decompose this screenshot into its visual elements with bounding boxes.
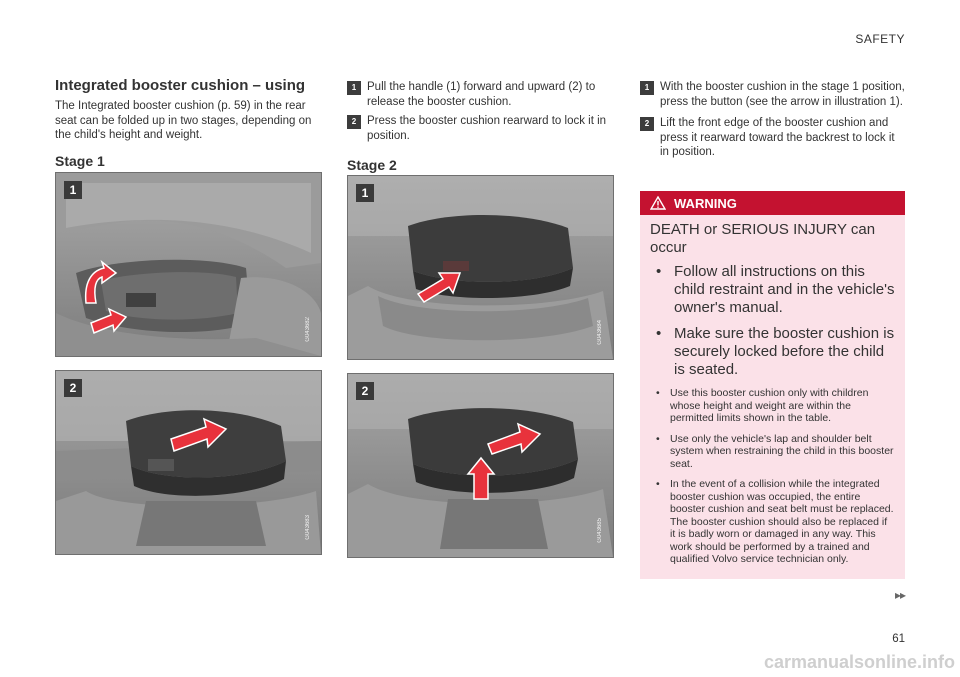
illustration-code: G043684 [597, 320, 603, 345]
stage1-steps [347, 80, 613, 143]
page-number: 61 [892, 633, 905, 645]
warning-item: • Use this booster cushion only with children whose height and weight are within the permitted limits shown in the table. [656, 387, 869, 424]
step-number: 1 [640, 81, 654, 95]
step-1 [347, 80, 613, 109]
stage2-steps [640, 80, 906, 160]
illustration-badge: 2 [64, 379, 82, 397]
intro-text: The Integrated booster cushion (p. 59) in the rear seat can be folded up in two stages, depending on the child's height and weight. [55, 100, 312, 141]
warning-item: • Use only the vehicle's lap and shoulder belt system when restraining the child in this booster seat. [656, 432, 894, 470]
continued-mark: ▸▸ [894, 588, 905, 602]
stage-2-label: Stage 2 [347, 157, 397, 173]
seat-illustration [56, 173, 321, 356]
illustration-code: G043685 [597, 518, 603, 543]
illustration-badge: 2 [356, 382, 374, 400]
step-text: Lift the front edge of the booster cushion and press it rearward toward the backrest to lock it in position. [660, 117, 895, 158]
stage2-illustration-2 [347, 373, 614, 558]
step-text: With the booster cushion in the stage 1 position, press the button (see the arrow in illustration 1). [660, 81, 905, 108]
warning-body [640, 215, 905, 566]
warning-title: WARNING [674, 195, 737, 211]
warning-item: • Make sure the booster cushion is securely locked before the child is seated. [656, 325, 895, 378]
seat-illustration [56, 371, 321, 554]
seat-illustration [348, 176, 613, 359]
step-text: Press the booster cushion rearward to lock it in position. [367, 115, 607, 142]
illustration-badge: 1 [64, 181, 82, 199]
illustration-code: G043682 [305, 317, 311, 342]
stage2-illustration-1 [347, 175, 614, 360]
illustration-badge: 1 [356, 184, 374, 202]
warning-item: • Follow all instructions on this child restraint and in the vehicle's owner's manual. [656, 263, 895, 316]
warning-box [640, 191, 905, 579]
warning-lead: DEATH or SERIOUS INJURY can occur [650, 221, 876, 256]
stage1-illustration-1 [55, 172, 322, 357]
seat-illustration [348, 374, 613, 557]
warning-triangle-icon [650, 196, 666, 210]
step-2 [347, 114, 613, 143]
illustration-code: G043683 [305, 515, 311, 540]
stage1-illustration-2 [55, 370, 322, 555]
section-header: SAFETY [855, 32, 905, 46]
step-number: 2 [347, 115, 361, 129]
step-text: Pull the handle (1) forward and upward (2) to release the booster cushion. [367, 81, 596, 108]
step-2 [640, 116, 906, 160]
step-number: 1 [347, 81, 361, 95]
page-title: Integrated booster cushion – using [55, 77, 306, 94]
watermark: carmanualsonline.info [763, 652, 955, 672]
stage-1-label: Stage 1 [55, 153, 105, 169]
warning-header [640, 191, 905, 215]
warning-list [650, 263, 895, 566]
step-number: 2 [640, 117, 654, 131]
warning-item: • In the event of a collision while the integrated booster cushion was occupied, the entire booster cushion and seat belt must be replaced. The booster cushion should also be replaced if it is badly worn or damaged in any way. This work should be performed by a trained and qualified Volvo service technician only. [656, 478, 894, 565]
step-1 [640, 80, 906, 109]
